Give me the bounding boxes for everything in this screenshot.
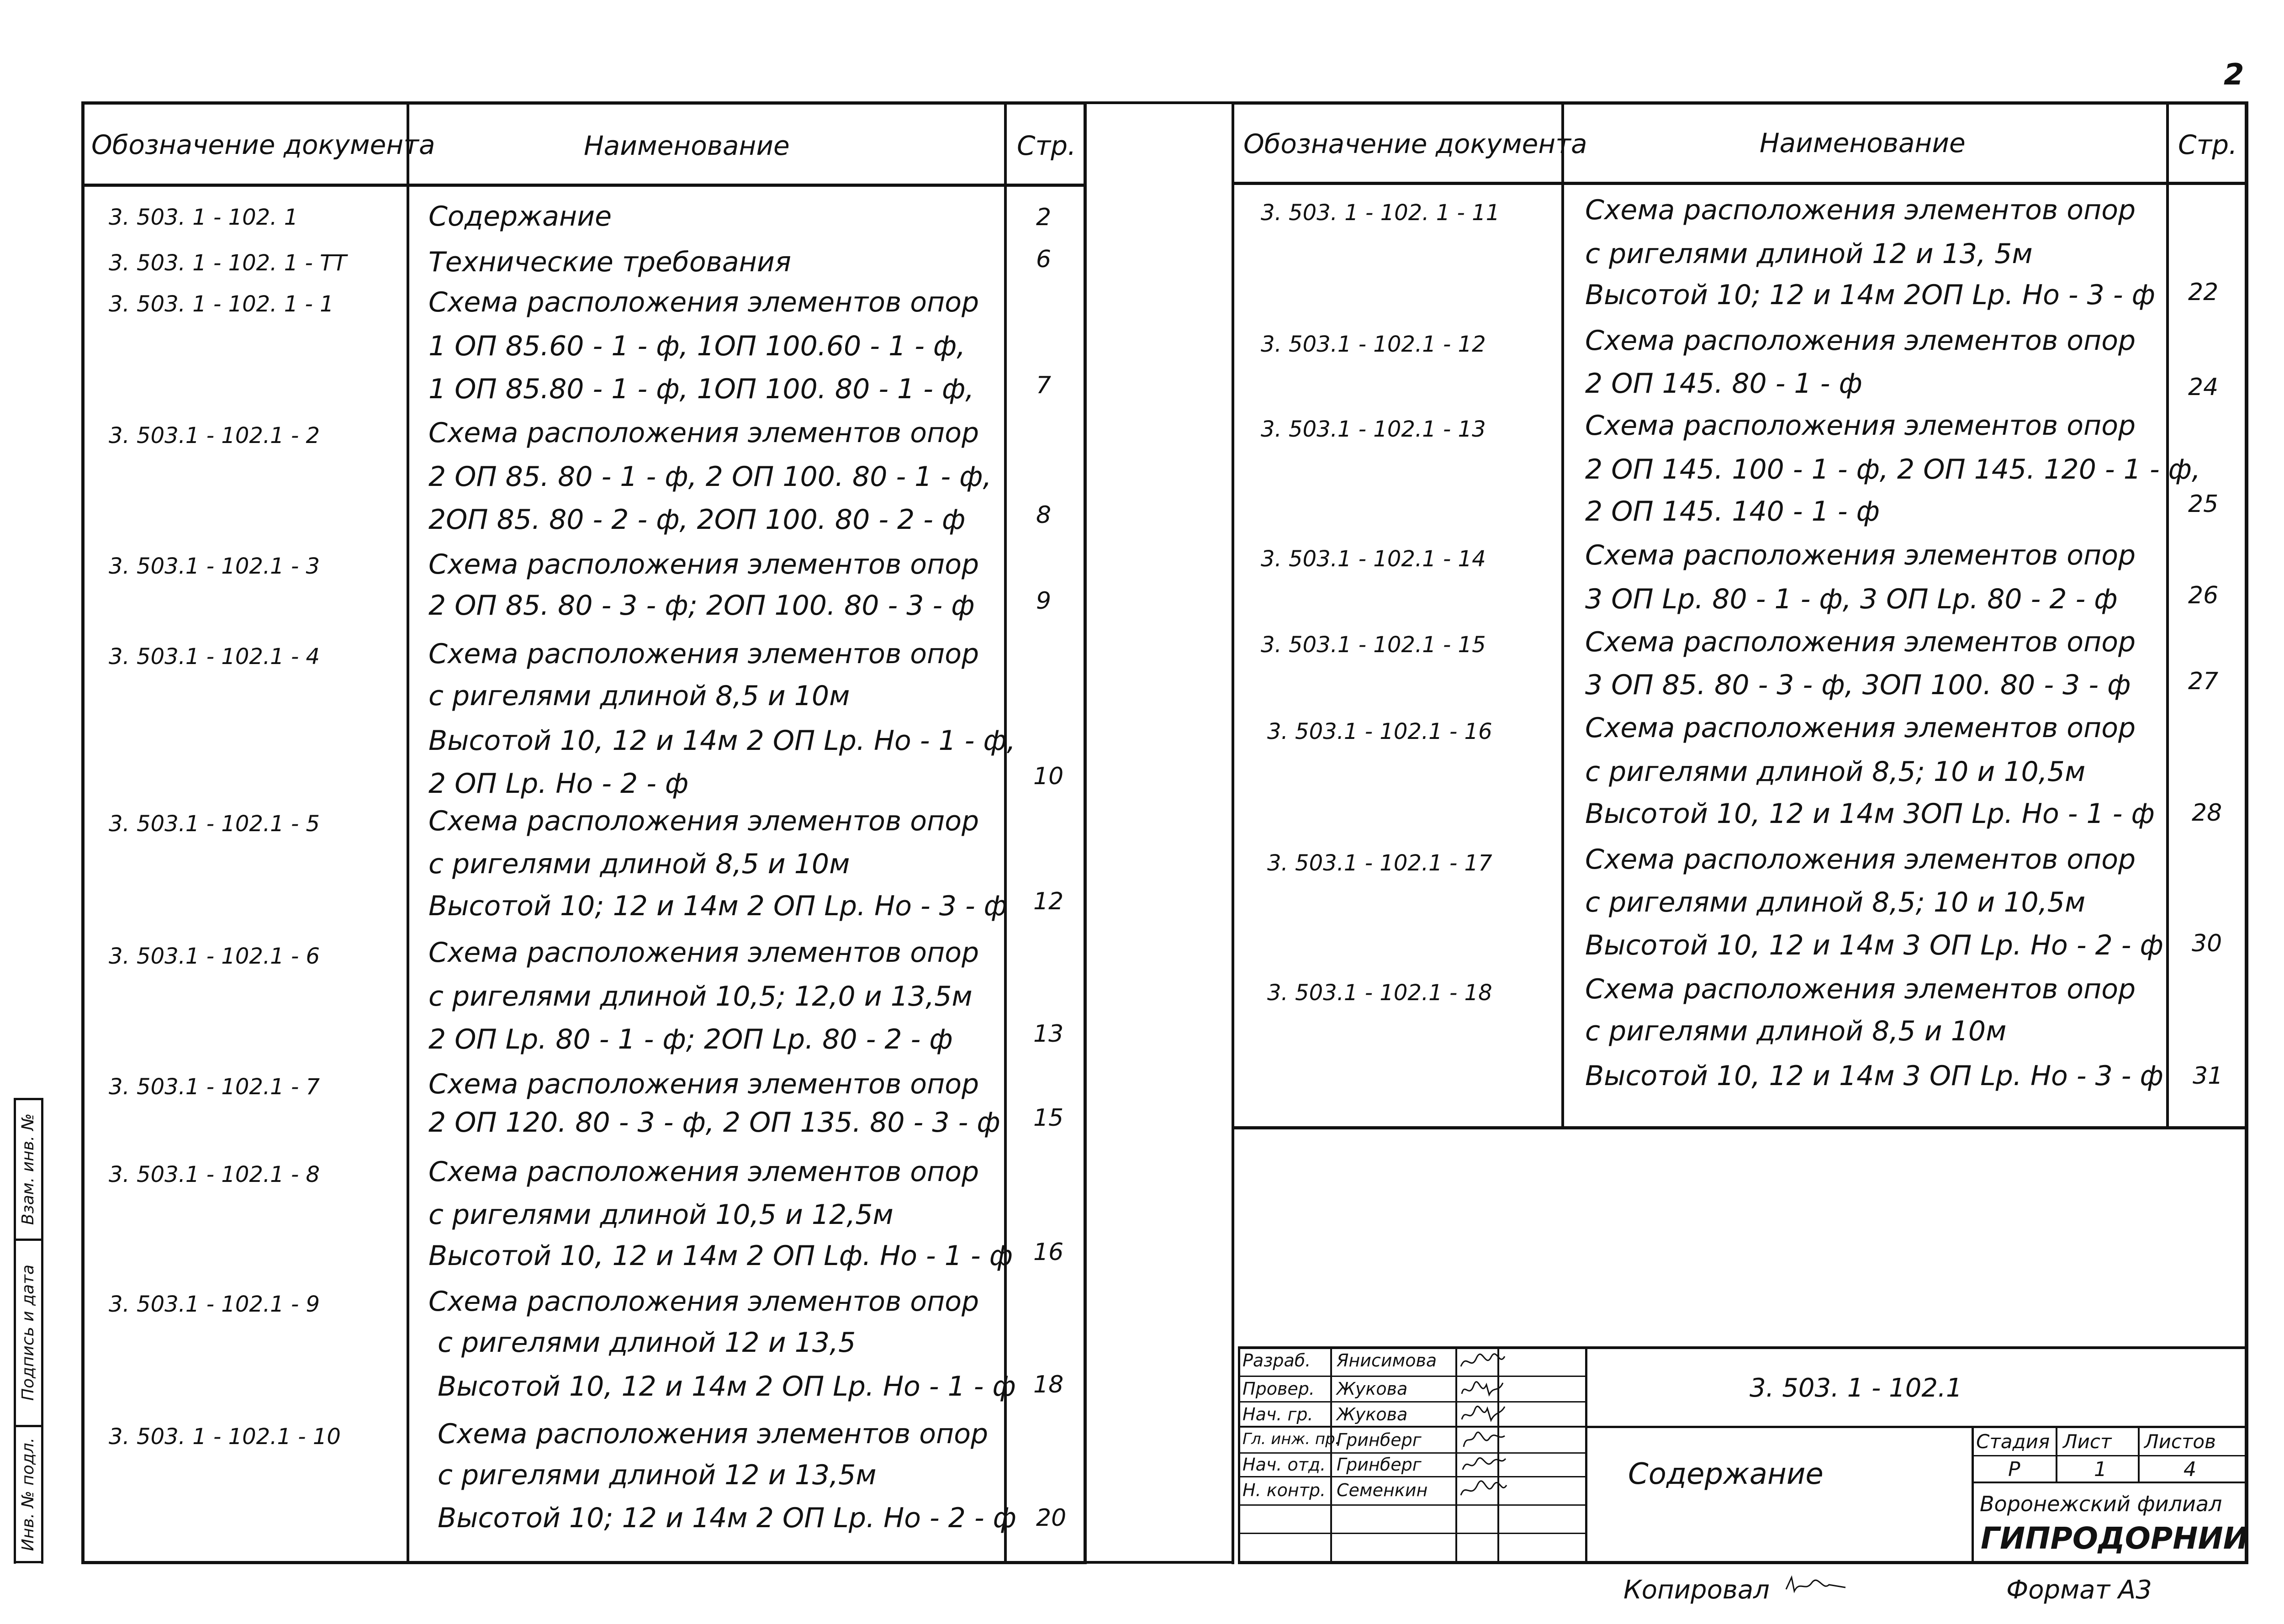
left-table-top-border <box>81 101 1086 105</box>
right-entry-code: 3. 503. 1 - 102. 1 - 11 <box>1261 200 1500 226</box>
left-entry-code: 3. 503.1 - 102.1 - 7 <box>109 1074 320 1100</box>
left-entry-page: 10 <box>1033 763 1064 790</box>
side-stamp-left <box>14 1098 16 1564</box>
stage-box-col-1 <box>2056 1426 2057 1482</box>
left-entry-page: 16 <box>1033 1239 1064 1266</box>
right-entry-line: 2 ОП 145. 100 - 1 - ф, 2 ОП 145. 120 - 1 - ф, <box>1585 453 2201 485</box>
right-entry-code: 3. 503.1 - 102.1 - 13 <box>1261 417 1486 442</box>
person-group-head: Жукова <box>1337 1404 1408 1424</box>
left-entry-line: Высотой 10; 12 и 14м 2 ОП Lр. Но - 2 - ф <box>438 1502 1016 1534</box>
copier-signature-icon <box>1782 1571 1850 1603</box>
left-header-designation: Обозначение документа <box>91 129 435 160</box>
role-chief-engineer: Гл. инж. пр. <box>1242 1430 1340 1448</box>
right-header-designation: Обозначение документа <box>1243 128 1587 159</box>
signature-checker-icon <box>1457 1376 1507 1402</box>
person-norm-control: Семенкин <box>1337 1480 1428 1500</box>
sheet-label: Лист <box>2063 1430 2112 1453</box>
right-entry-page: 30 <box>2192 930 2222 957</box>
right-entry-line: Схема расположения элементов опор <box>1585 712 2136 744</box>
left-entry-line: 2 ОП 120. 80 - 3 - ф, 2 ОП 135. 80 - 3 - ф <box>428 1107 1000 1139</box>
side-stamp-bottom <box>14 1561 43 1563</box>
left-entry-line: 2ОП 85. 80 - 2 - ф, 2ОП 100. 80 - 2 - ф <box>428 504 966 536</box>
left-entry-page: 7 <box>1036 372 1052 399</box>
signature-developer-icon <box>1457 1348 1507 1376</box>
right-entry-line: Схема расположения элементов опор <box>1585 325 2136 357</box>
left-entry-line: Технические требования <box>428 246 791 278</box>
role-department-head: Нач. отд. <box>1242 1455 1326 1475</box>
left-entry-line: с ригелями длиной 12 и 13,5 <box>438 1327 856 1359</box>
left-table-left-border <box>81 101 85 1564</box>
right-entry-page: 28 <box>2192 799 2222 827</box>
right-table-bottom-border <box>1234 1126 2248 1129</box>
title-row-line <box>1238 1426 1587 1428</box>
left-entry-line: Схема расположения элементов опор <box>428 1068 979 1100</box>
left-table-col1-divider <box>407 101 409 1564</box>
left-entry-line: Схема расположения элементов опор <box>428 937 979 969</box>
left-entry-page: 13 <box>1033 1020 1064 1048</box>
right-header-page: Стр. <box>2178 129 2237 160</box>
left-entry-line: Содержание <box>428 200 612 232</box>
left-entry-line: Схема расположения элементов опор <box>428 638 979 670</box>
document-code: 3. 503. 1 - 102.1 <box>1750 1373 1962 1403</box>
left-header-page: Стр. <box>1017 130 1076 161</box>
left-entry-line: Схема расположения элементов опор <box>428 1286 979 1318</box>
right-entry-line: Схема расположения элементов опор <box>1585 410 2136 442</box>
sheet-number: 2 <box>2224 58 2244 92</box>
sheets-value: 4 <box>2184 1458 2196 1481</box>
left-entry-line: Схема расположения элементов опор <box>438 1418 989 1450</box>
gap-column-right-border <box>1232 101 1234 1564</box>
gap-column-top-border <box>1084 101 1234 104</box>
side-stamp-right <box>41 1098 43 1564</box>
right-entry-code: 3. 503.1 - 102.1 - 12 <box>1261 332 1486 357</box>
person-developer: Янисимова <box>1337 1350 1437 1371</box>
right-entry-line: с ригелями длиной 8,5; 10 и 10,5м <box>1585 756 2086 788</box>
signature-norm-control-icon <box>1457 1476 1507 1503</box>
left-entry-code: 3. 503.1 - 102.1 - 4 <box>109 644 320 670</box>
left-entry-line: Высотой 10, 12 и 14м 2 ОП Lр. Но - 1 - ф <box>438 1371 1016 1403</box>
left-entry-code: 3. 503. 1 - 102.1 - 10 <box>109 1424 341 1450</box>
person-chief-engineer: Гринберг <box>1337 1430 1422 1450</box>
title-block-divider-4 <box>1585 1346 1587 1564</box>
signature-chief-engineer-icon <box>1457 1427 1507 1452</box>
left-entry-page: 12 <box>1033 888 1064 915</box>
left-entry-line: Высотой 10, 12 и 14м 2 ОП Lр. Но - 1 - ф, <box>428 725 1015 757</box>
right-header-name: Наименование <box>1760 127 1966 158</box>
left-entry-code: 3. 503. 1 - 102. 1 - 1 <box>109 291 334 317</box>
role-norm-control: Н. контр. <box>1242 1480 1326 1500</box>
right-entry-line: 3 ОП 85. 80 - 3 - ф, 3ОП 100. 80 - 3 - ф <box>1585 669 2131 701</box>
left-entry-line: с ригелями длиной 10,5 и 12,5м <box>428 1199 894 1231</box>
left-entry-code: 3. 503.1 - 102.1 - 3 <box>109 554 320 579</box>
left-entry-line: 1 ОП 85.80 - 1 - ф, 1ОП 100. 80 - 1 - ф, <box>428 373 974 405</box>
title-code-separator <box>1585 1426 2247 1428</box>
right-table-top-border <box>1234 101 2248 105</box>
side-stamp-replacement-inventory: Взам. инв. № <box>19 1113 37 1225</box>
left-entry-code: 3. 503.1 - 102.1 - 9 <box>109 1292 320 1317</box>
left-entry-line: 2 ОП 85. 80 - 1 - ф, 2 ОП 100. 80 - 1 - ф, <box>428 461 992 493</box>
left-entry-line: Высотой 10, 12 и 14м 2 ОП Lф. Но - 1 - ф <box>428 1240 1013 1272</box>
right-entry-line: Схема расположения элементов опор <box>1585 973 2136 1005</box>
title-block-top <box>1238 1346 2247 1349</box>
right-entry-line: 3 ОП Lр. 80 - 1 - ф, 3 ОП Lр. 80 - 2 - ф <box>1585 583 2118 615</box>
left-entry-code: 3. 503.1 - 102.1 - 8 <box>109 1162 320 1187</box>
right-entry-page: 22 <box>2188 279 2219 306</box>
left-entry-page: 9 <box>1036 587 1052 615</box>
role-group-head: Нач. гр. <box>1242 1404 1313 1424</box>
left-entry-line: с ригелями длиной 8,5 и 10м <box>428 680 850 712</box>
left-entry-line: Схема расположения элементов опор <box>428 286 979 318</box>
right-entry-line: 2 ОП 145. 80 - 1 - ф <box>1585 368 1862 400</box>
right-entry-page: 31 <box>2193 1062 2223 1090</box>
left-entry-line: 1 ОП 85.60 - 1 - ф, 1ОП 100.60 - 1 - ф, <box>428 330 966 362</box>
title-row-line <box>1238 1401 1587 1403</box>
left-entry-line: Схема расположения элементов опор <box>428 548 979 580</box>
left-entry-code: 3. 503.1 - 102.1 - 2 <box>109 423 320 448</box>
right-entry-line: Высотой 10, 12 и 14м 3ОП Lр. Но - 1 - ф <box>1585 798 2155 830</box>
right-table-right-border <box>2245 101 2248 1564</box>
left-entry-line: с ригелями длиной 8,5 и 10м <box>428 848 850 880</box>
left-entry-page: 20 <box>1036 1504 1067 1532</box>
left-entry-page: 2 <box>1036 204 1052 231</box>
person-checker: Жукова <box>1337 1379 1408 1399</box>
left-entry-page: 6 <box>1036 246 1052 273</box>
right-entry-line: Схема расположения элементов опор <box>1585 626 2136 658</box>
title-block-divider-1 <box>1330 1346 1332 1564</box>
role-developer: Разраб. <box>1242 1350 1311 1371</box>
title-row-line <box>1238 1504 1587 1506</box>
title-block-left <box>1238 1346 1240 1564</box>
side-stamp-top <box>14 1098 43 1100</box>
left-entry-page: 18 <box>1033 1371 1064 1398</box>
stage-value: Р <box>2008 1458 2020 1481</box>
left-entry-line: с ригелями длиной 12 и 13,5м <box>438 1459 877 1491</box>
organization-name: ГИПРОДОРНИИ <box>1981 1521 2248 1556</box>
title-block-bottom <box>1238 1561 2247 1564</box>
stage-box-left <box>1972 1426 1974 1564</box>
right-entry-page: 27 <box>2188 668 2219 695</box>
signature-department-head-icon <box>1457 1451 1507 1477</box>
side-stamp-signature-date: Подпись и дата <box>19 1264 37 1401</box>
right-entry-line: Высотой 10, 12 и 14м 3 ОП Lр. Но - 3 - ф <box>1585 1060 2163 1092</box>
title-row-line <box>1238 1376 1587 1377</box>
left-entry-line: с ригелями длиной 10,5; 12,0 и 13,5м <box>428 981 973 1012</box>
left-table-header-separator <box>81 184 1086 187</box>
right-entry-code: 3. 503.1 - 102.1 - 17 <box>1267 850 1492 876</box>
title-row-line <box>1238 1452 1587 1454</box>
left-entry-line: 2 ОП Lр. Но - 2 - ф <box>428 768 689 800</box>
left-table-col2-divider <box>1004 101 1007 1564</box>
right-entry-line: Высотой 10; 12 и 14м 2ОП Lр. Но - 3 - ф <box>1585 279 2155 311</box>
document-title: Содержание <box>1628 1457 1824 1491</box>
sheet-value: 1 <box>2094 1458 2107 1481</box>
left-entry-line: Схема расположения элементов опор <box>428 805 979 837</box>
left-entry-page: 15 <box>1033 1104 1064 1132</box>
left-entry-line: Схема расположения элементов опор <box>428 417 979 449</box>
person-department-head: Гринберг <box>1337 1455 1422 1475</box>
title-row-line <box>1238 1533 1587 1534</box>
right-entry-page: 25 <box>2188 490 2219 518</box>
right-table-col1-divider <box>1561 101 1564 1129</box>
left-entry-code: 3. 503.1 - 102.1 - 5 <box>109 811 320 837</box>
left-entry-page: 8 <box>1036 501 1052 529</box>
left-entry-code: 3. 503. 1 - 102. 1 - ТТ <box>109 250 347 276</box>
stage-box-col-2 <box>2138 1426 2140 1482</box>
right-entry-line: с ригелями длиной 8,5 и 10м <box>1585 1015 2007 1047</box>
left-entry-line: Схема расположения элементов опор <box>428 1156 979 1188</box>
copied-label: Копировал <box>1623 1575 1770 1605</box>
right-entry-line: с ригелями длиной 8,5; 10 и 10,5м <box>1585 886 2086 918</box>
title-row-line <box>1238 1476 1587 1477</box>
side-stamp-divider-2 <box>14 1425 43 1427</box>
right-table-col2-divider <box>2166 101 2169 1129</box>
organization-branch: Воронежский филиал <box>1980 1492 2222 1516</box>
sheets-label: Листов <box>2144 1430 2216 1453</box>
right-entry-code: 3. 503.1 - 102.1 - 18 <box>1267 980 1492 1006</box>
gap-column-bottom-border <box>1084 1561 1234 1564</box>
stage-box-row-line <box>1972 1482 2247 1483</box>
right-entry-page: 24 <box>2188 374 2219 401</box>
right-entry-code: 3. 503.1 - 102.1 - 15 <box>1261 632 1486 658</box>
left-entry-code: 3. 503.1 - 102.1 - 6 <box>109 944 320 969</box>
right-table-header-separator <box>1234 182 2248 185</box>
right-entry-code: 3. 503.1 - 102.1 - 14 <box>1261 546 1486 572</box>
right-entry-line: Высотой 10, 12 и 14м 3 ОП Lр. Но - 2 - ф <box>1585 929 2163 961</box>
left-entry-code: 3. 503. 1 - 102. 1 <box>109 205 298 230</box>
left-entry-line: 2 ОП 85. 80 - 3 - ф; 2ОП 100. 80 - 3 - ф <box>428 590 975 622</box>
right-entry-line: 2 ОП 145. 140 - 1 - ф <box>1585 496 1880 527</box>
stage-label: Стадия <box>1976 1430 2050 1453</box>
right-entry-code: 3. 503.1 - 102.1 - 16 <box>1267 719 1492 744</box>
format-label: Формат А3 <box>2006 1575 2152 1605</box>
stage-box-header-line <box>1972 1455 2247 1456</box>
right-entry-line: Схема расположения элементов опор <box>1585 539 2136 571</box>
left-entry-line: Высотой 10; 12 и 14м 2 ОП Lр. Но - 3 - ф <box>428 890 1007 922</box>
right-entry-page: 26 <box>2188 582 2219 609</box>
left-entry-line: 2 ОП Lр. 80 - 1 - ф; 2ОП Lр. 80 - 2 - ф <box>428 1023 953 1055</box>
signature-group-head-icon <box>1457 1401 1507 1427</box>
left-table-right-border <box>1084 101 1087 1564</box>
left-table-bottom-border <box>81 1561 1086 1564</box>
side-stamp-original-inventory: Инв. № подл. <box>19 1437 37 1551</box>
role-checker: Провер. <box>1242 1379 1315 1399</box>
side-stamp-divider-1 <box>14 1239 43 1241</box>
right-entry-line: с ригелями длиной 12 и 13, 5м <box>1585 238 2033 270</box>
left-header-name: Наименование <box>584 130 790 161</box>
right-entry-line: Схема расположения элементов опор <box>1585 194 2136 226</box>
right-entry-line: Схема расположения элементов опор <box>1585 844 2136 875</box>
